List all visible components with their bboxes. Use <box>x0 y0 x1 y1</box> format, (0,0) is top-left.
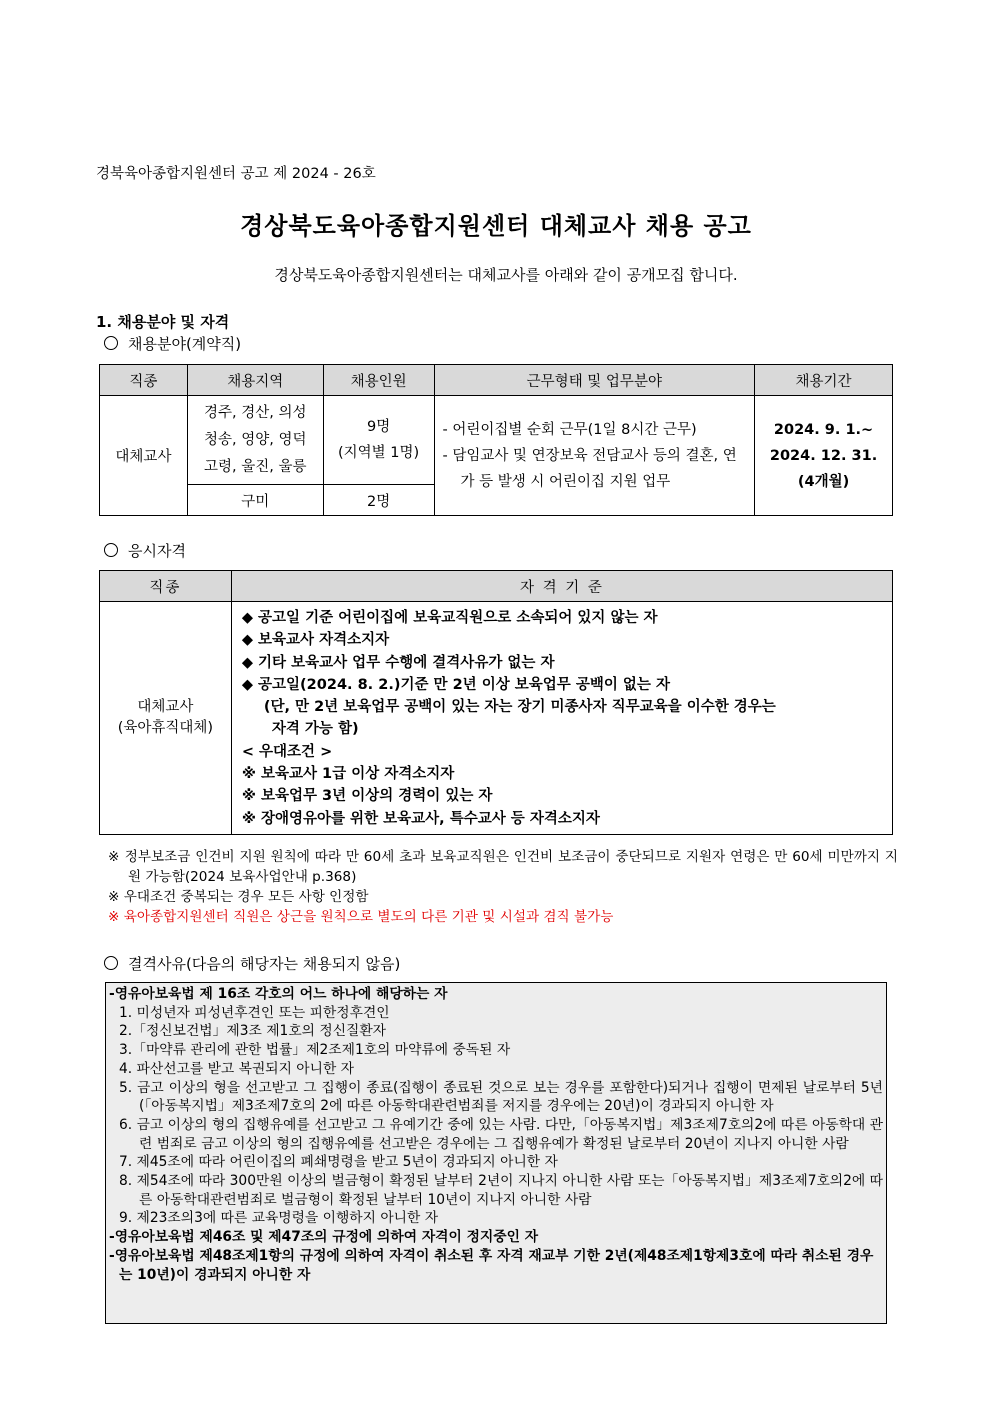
count-cell <box>323 396 434 485</box>
list-item: 8. 제54조에 따라 300만원 이상의 벌금형이 확정된 날부터 2년이 지나지 아니한 사람 또는「아동복지법」제3조제7호의2에 따른 아동학대관련범죄로 벌금형이 확정된 날부터 10년이 지나지 아니한 사람 <box>119 1173 883 1208</box>
header-cell: 직종 <box>100 571 232 602</box>
list-item: 7. 제45조에 따라 어린이집의 폐쇄명령을 받고 5년이 경과되지 아니한 자 <box>119 1154 558 1171</box>
criteria-cell <box>231 602 892 835</box>
list-item: 3.「마약류 관리에 관한 법률」제2조제1호의 마약류에 중독된 자 <box>119 1042 511 1059</box>
count-line: (지역별 1명) <box>338 445 420 461</box>
table-header-row <box>100 571 893 602</box>
disqualification-heading: -영유아보육법 제 16조 각호의 어느 하나에 해당하는 자 <box>109 986 448 1002</box>
count-line: 9명 <box>366 419 391 435</box>
notes-block <box>108 847 898 927</box>
intro-text: 경상북도육아종합지원센터는 대체교사를 아래와 같이 공개모집 합니다. <box>274 266 738 284</box>
job-cell: 대체교사 <box>100 396 188 516</box>
note-item-warning: ※ 육아종합지원센터 직원은 상근을 원칙으로 별도의 다른 기관 및 시설과 겸직 불가능 <box>108 909 614 925</box>
subheading-field <box>104 333 241 354</box>
count-cell: 2명 <box>323 485 434 516</box>
list-item: 4. 파산선고를 받고 복권되지 아니한 자 <box>119 1060 355 1077</box>
qualification-table <box>99 570 893 835</box>
header-cell: 직종 <box>100 365 188 396</box>
header-cell: 채용지역 <box>187 365 323 396</box>
region-line: 경주, 경산, 의성 <box>204 404 307 421</box>
period-line: 2024. 9. 1.~ <box>773 421 874 438</box>
duties-cell <box>434 396 755 516</box>
job-line: (육아휴직대체) <box>117 719 214 736</box>
criteria-item: ◆ 공고일 기준 어린이집에 보육교직원으로 소속되어 있지 않는 자 <box>241 610 658 626</box>
period-line: 2024. 12. 31. <box>769 447 878 464</box>
circle-bullet-icon <box>104 543 118 557</box>
circle-bullet-icon <box>104 956 118 970</box>
disqualification-heading: -영유아보육법 제48조제1항의 규정에 의하여 자격이 취소된 후 자격 재교부 기한 2년(제48조제1항제3호에 따라 취소된 경우는 10년)이 경과되지 아니한 자 <box>109 1247 874 1283</box>
page-title: 경상북도육아종합지원센터 대체교사 채용 공고 <box>240 212 752 240</box>
table-row <box>100 602 893 835</box>
preference-item: ※ 장애영유아를 위한 보육교사, 특수교사 등 자격소지자 <box>241 810 600 827</box>
duty-line: - 어린이집별 순회 근무(1일 8시간 근무) <box>442 421 697 438</box>
preference-item: ※ 보육업무 3년 이상의 경력이 있는 자 <box>241 788 493 805</box>
notice-number: 경북육아종합지원센터 공고 제 2024 - 26호 <box>96 166 376 182</box>
list-item: 2.「정신보건법」제3조 제1호의 정신질환자 <box>119 1023 387 1040</box>
note-item: ※ 정부보조금 인건비 지원 원칙에 따라 만 60세 초과 보육교직원은 인건비 보조금이 중단되므로 지원자 연령은 만 60세 미만까지 지원 가능함(2024 보육사업안내 p.368) <box>108 849 898 885</box>
subheading-disqualification <box>104 953 400 974</box>
region-line: 청송, 영양, 영덕 <box>204 431 307 448</box>
subheading-qualification <box>104 540 186 561</box>
subheading-qualification-label: 응시자격 <box>128 542 186 560</box>
region-line: 고령, 울진, 울릉 <box>204 458 307 475</box>
list-item: 6. 금고 이상의 형의 집행유예를 선고받고 그 유예기간 중에 있는 사람. 다만,「아동복지법」제3조제7호의2에 따른 아동학대 관련 범죄로 금고 이상의 형의 집행유예를 선고받은 경우에는 그 집행유예가 확정된 날로부터 20년이 지나지 아니한 사람 <box>119 1116 883 1152</box>
period-line: (4개월) <box>797 473 850 490</box>
circle-bullet-icon <box>104 336 118 350</box>
criteria-item: ◆ 공고일(2024. 8. 2.)기준 만 2년 이상 보육업무 공백이 없는 자 <box>241 676 670 693</box>
disqualification-box <box>105 982 887 1324</box>
subheading-field-label: 채용분야(계약직) <box>128 335 242 353</box>
list-item: 1. 미성년자 피성년후견인 또는 피한정후견인 <box>119 1004 390 1021</box>
duty-line: - 담임교사 및 연장보육 전담교사 등의 결혼, 연가 등 발생 시 어린이집 지원 업무 <box>442 447 737 490</box>
table-row <box>100 396 893 485</box>
disqualification-heading: -영유아보육법 제46조 및 제47조의 규정에 의하여 자격이 정지중인 자 <box>109 1229 539 1246</box>
preference-heading: < 우대조건 > <box>241 743 333 760</box>
period-cell <box>755 396 893 516</box>
header-cell: 채용기간 <box>755 365 893 396</box>
region-cell <box>187 396 323 485</box>
note-item: ※ 우대조건 중복되는 경우 모든 사항 인정함 <box>108 889 369 905</box>
criteria-note: (단, 만 2년 보육업무 공백이 있는 자는 장기 미종사자 직무교육을 이수한 경우는 <box>263 699 776 716</box>
criteria-item: ◆ 기타 보육교사 업무 수행에 결격사유가 없는 자 <box>241 654 555 671</box>
preference-item: ※ 보육교사 1급 이상 자격소지자 <box>241 766 455 783</box>
table-header-row <box>100 365 893 396</box>
list-item: 9. 제23조의3에 따른 교육명령을 이행하지 아니한 자 <box>119 1210 439 1227</box>
header-cell: 근무형태 및 업무분야 <box>434 365 755 396</box>
recruitment-field-table <box>99 364 893 516</box>
header-cell: 채용인원 <box>323 365 434 396</box>
job-line: 대체교사 <box>137 698 194 715</box>
section-heading: 1. 채용분야 및 자격 <box>96 313 230 331</box>
criteria-note: 자격 가능 함) <box>271 721 359 738</box>
subheading-disqualification-label: 결격사유(다음의 해당자는 채용되지 않음) <box>128 955 401 973</box>
list-item: 5. 금고 이상의 형을 선고받고 그 집행이 종료(집행이 종료된 것으로 보는 경우를 포함한다)되거나 집행이 면제된 날로부터 5년(「아동복지법」제3조제7호의 2에 따른 아동학대관련범죄를 저지를 경우에는 20년)이 경과되지 아니한 자 <box>119 1079 883 1115</box>
region-cell: 구미 <box>187 485 323 516</box>
header-cell: 자 격 기 준 <box>231 571 892 602</box>
criteria-item: ◆ 보육교사 자격소지자 <box>241 632 390 649</box>
job-cell <box>100 602 232 835</box>
